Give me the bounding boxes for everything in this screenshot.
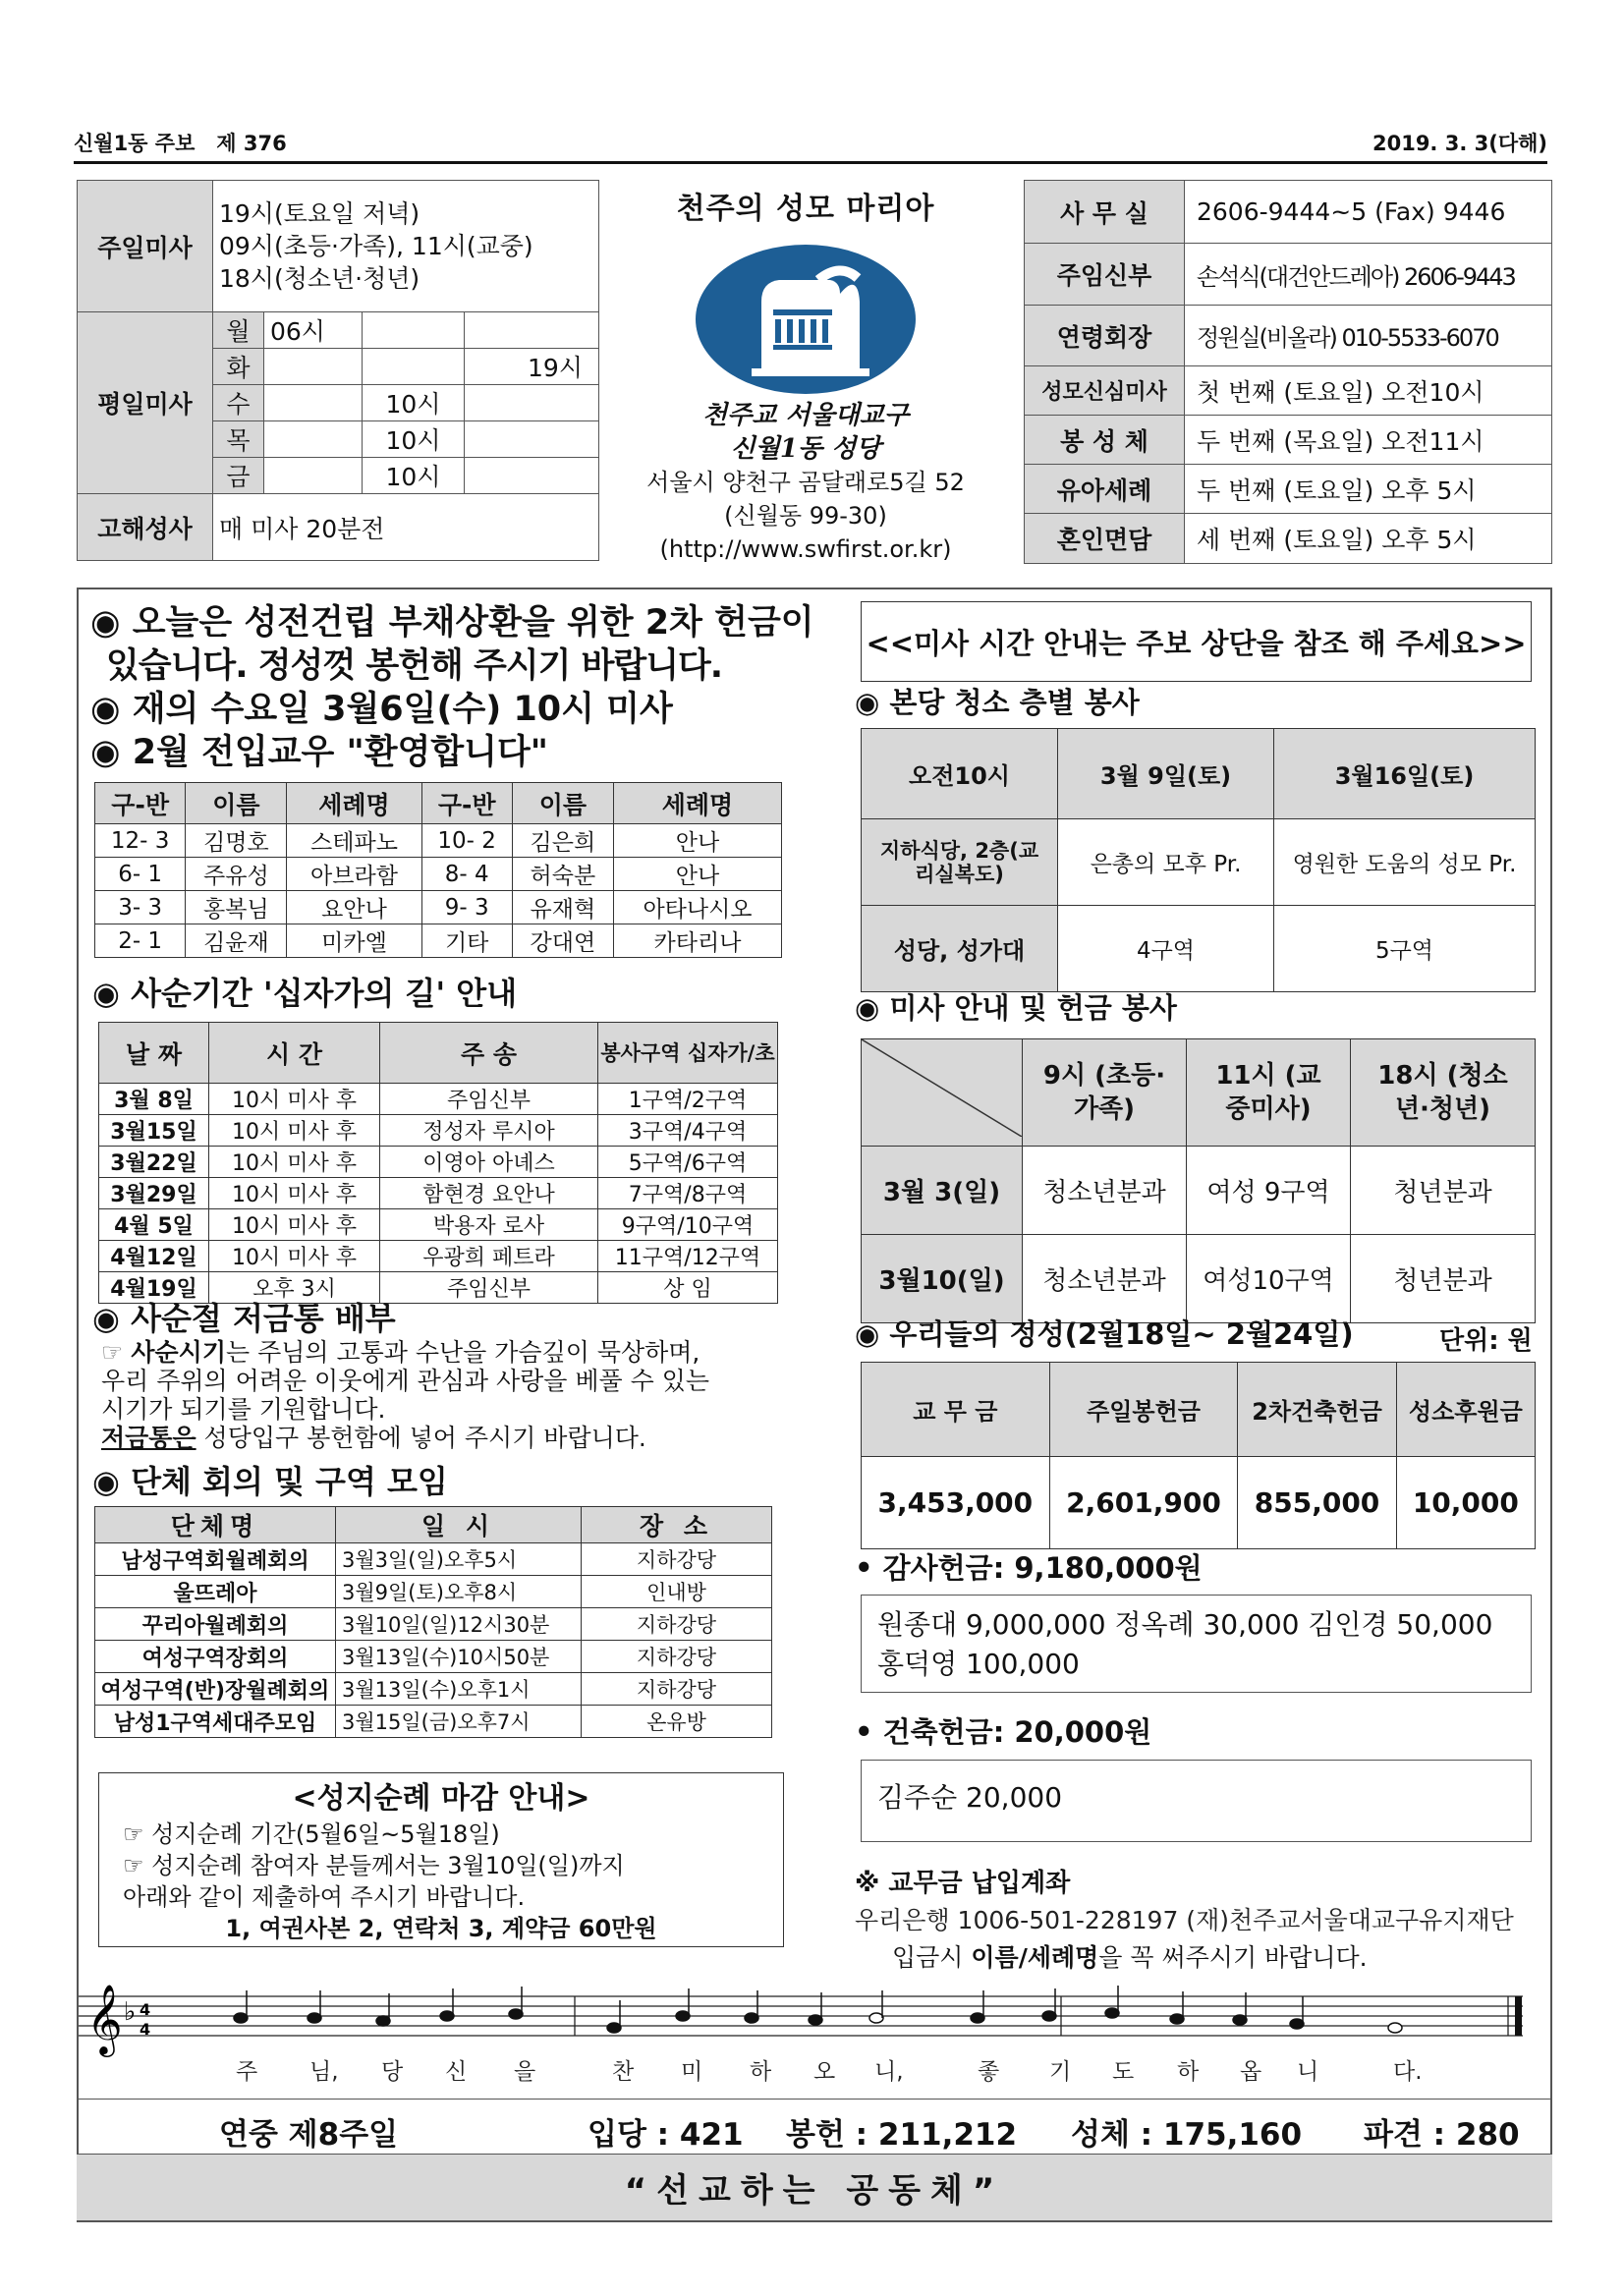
weekday-time: 19시 (465, 349, 599, 385)
confession-value: 매 미사 20분전 (213, 494, 599, 561)
lent-savings-text (101, 1338, 789, 1452)
office-label: 유아세례 (1025, 465, 1185, 514)
weekday-time (264, 385, 363, 421)
lyric-syllable: 찬 (612, 2059, 635, 2085)
cell: 홍복님 (186, 891, 287, 924)
cell: 10시 미사 후 (209, 1115, 380, 1147)
cell: 영원한 도움의 성모 Pr. (1274, 819, 1536, 906)
col-header: 구-반 (95, 783, 186, 824)
cell: 10시 미사 후 (209, 1147, 380, 1178)
offering-value: 3,453,000 (862, 1457, 1050, 1549)
lyric-syllable: 옵 (1240, 2059, 1262, 2085)
cell: 6- 1 (95, 858, 186, 891)
sunday-time-2: 09시(초등·가족), 11시(교중) (219, 232, 533, 260)
cell: 안나 (613, 824, 781, 858)
lyric-syllable: 당 (381, 2059, 404, 2085)
pointing-hand-icon: ☞ (101, 1338, 124, 1367)
table-row (99, 1209, 778, 1241)
cell: 기타 (421, 924, 512, 958)
cell: 여성10구역 (1187, 1235, 1351, 1323)
table-row (95, 1608, 772, 1641)
table-row (99, 1084, 778, 1115)
cell: 4월19일 (99, 1272, 209, 1304)
savings-bold: 저금통은 (101, 1424, 196, 1452)
cell: 10시 미사 후 (209, 1084, 380, 1115)
table-row (95, 1641, 772, 1673)
lyric-syllable: 하 (750, 2059, 772, 2085)
cell: 10- 2 (421, 824, 512, 858)
cell: 청년분과 (1351, 1235, 1536, 1323)
table-row (95, 858, 782, 891)
cell: 정성자 루시아 (380, 1115, 598, 1147)
lyric-syllable: 기 (1049, 2059, 1072, 2085)
note-head (1290, 2019, 1304, 2029)
account-number: 우리은행 1006-501-228197 (재)천주교서울대교구유지재단 (855, 1906, 1514, 1934)
note-head (234, 2013, 248, 2023)
cell: 3월9일(토)오후8시 (336, 1576, 582, 1608)
cell: 여성구역(반)장월례회의 (95, 1673, 336, 1706)
thanks-offering-box (861, 1595, 1532, 1693)
cell: 미카엘 (287, 924, 421, 958)
table-row (99, 1147, 778, 1178)
office-value: 세 번째 (토요일) 오후 5시 (1185, 514, 1552, 564)
lyric-syllable: 좋 (978, 2059, 1000, 2085)
note-head (1105, 2008, 1119, 2018)
weekday-day: 금 (213, 458, 264, 494)
col-header: 세례명 (613, 783, 781, 824)
cell: 아타나시오 (613, 891, 781, 924)
cell: 4월12일 (99, 1241, 209, 1272)
office-info-table (1024, 180, 1552, 564)
cell: 청년분과 (1351, 1147, 1536, 1235)
weekday-time (264, 458, 363, 494)
mass-service-title: ◉ 미사 안내 및 헌금 봉사 (855, 991, 1177, 1025)
confession-label: 고해성사 (78, 494, 213, 561)
col-header: 2차건축헌금 (1238, 1363, 1396, 1457)
col-header: 3월16일(토) (1274, 729, 1536, 819)
weekday-time: 10시 (363, 421, 465, 458)
weekday-time (264, 349, 363, 385)
cell: 요안나 (287, 891, 421, 924)
cell: 3월22일 (99, 1147, 209, 1178)
script-line-2: 신월1동 성당 (730, 434, 881, 464)
time-sig-top: 4 (140, 2000, 151, 2019)
note-head (869, 2013, 883, 2023)
cell: 9구역/10구역 (598, 1209, 778, 1241)
parish-logo (693, 243, 919, 395)
cell: 8- 4 (421, 858, 512, 891)
note-head (376, 2016, 390, 2026)
note-head (1233, 2015, 1247, 2025)
lyric-syllable: 오 (813, 2059, 836, 2085)
col-header: 교 무 금 (862, 1363, 1050, 1457)
table-row (862, 1457, 1536, 1549)
office-value: 첫 번째 (토요일) 오전10시 (1185, 366, 1552, 416)
cell: 5구역/6구역 (598, 1147, 778, 1178)
final-barline (1515, 1996, 1522, 2036)
bulletin-date: 2019. 3. 3(다해) (1372, 132, 1547, 155)
weekday-time (465, 312, 599, 349)
col-header: 주 송 (380, 1023, 598, 1084)
cell: 1구역/2구역 (598, 1084, 778, 1115)
cell: 강대연 (512, 924, 613, 958)
cell: 남성구역회월례회의 (95, 1543, 336, 1576)
cell: 9- 3 (421, 891, 512, 924)
savings-line: 우리 주위의 어려운 이웃에게 관심과 사랑을 베풀 수 있는 (101, 1367, 710, 1395)
church-logo-icon (693, 243, 919, 395)
sunday-mass-label: 주일미사 (78, 181, 213, 312)
office-value: 손석식(대건안드레아) 2606-9443 (1185, 244, 1552, 306)
weekday-time (465, 458, 599, 494)
lyric-syllable: 미 (681, 2059, 703, 2085)
pilgrimage-notice-box (98, 1772, 784, 1947)
cell: 4구역 (1058, 906, 1274, 992)
col-header: 11시 (교중미사) (1187, 1039, 1351, 1147)
cell: 우광희 페트라 (380, 1241, 598, 1272)
parish-title: 천주의 성모 마리아 (676, 192, 935, 226)
lyric-syllable: 주 (236, 2059, 258, 2085)
newcomers-table (94, 782, 782, 958)
cell: 이영아 아녜스 (380, 1147, 598, 1178)
weekday-day: 목 (213, 421, 264, 458)
mass-time-notice: <<미사 시간 안내는 주보 상단을 참조 해 주세요>> (861, 601, 1532, 682)
row-header: 3월 3(일) (862, 1147, 1023, 1235)
weekday-mass-label: 평일미사 (78, 312, 213, 494)
office-label: 연령회장 (1025, 306, 1185, 366)
cell: 안나 (613, 858, 781, 891)
sunday-time-3: 18시(청소년·청년) (219, 264, 420, 293)
cell: 주임신부 (380, 1084, 598, 1115)
weekday-time (465, 385, 599, 421)
way-of-cross-table (98, 1022, 778, 1304)
building-offering-box (861, 1760, 1532, 1842)
cell: 3월10일(일)12시30분 (336, 1608, 582, 1641)
table-row (862, 1147, 1536, 1235)
note-head (1170, 2014, 1184, 2024)
table-row (95, 1673, 772, 1706)
weekday-day: 화 (213, 349, 264, 385)
office-value: 정원실(비올라) 010-5533-6070 (1185, 306, 1552, 366)
cell: 지하강당 (582, 1543, 772, 1576)
col-header: 이름 (512, 783, 613, 824)
cell: 3월13일(수)10시50분 (336, 1641, 582, 1673)
lyric-syllable: 니, (874, 2059, 904, 2085)
row-header: 지하식당, 2층(교리실복도) (862, 819, 1058, 906)
col-header: 주일봉헌금 (1049, 1363, 1238, 1457)
cell: 아브라함 (287, 858, 421, 891)
stat-offering: 봉헌 : 211,212 (786, 2117, 1018, 2153)
office-label: 성모신심미사 (1025, 366, 1185, 416)
mass-service-table (861, 1038, 1536, 1323)
cell: 5구역 (1274, 906, 1536, 992)
address-line-1: 서울시 양천구 곰달래로5길 52 (646, 469, 965, 496)
table-row (862, 819, 1536, 906)
lyric-syllable: 도 (1112, 2059, 1135, 2085)
weekday-time: 10시 (363, 458, 465, 494)
savings-line: 시기가 되기를 기원합니다. (101, 1395, 386, 1424)
cell: 스테파노 (287, 824, 421, 858)
cell: 상 임 (598, 1272, 778, 1304)
script-line-1: 천주교 서울대교구 (702, 401, 909, 430)
note-head (607, 2023, 621, 2033)
cell: 3월15일 (99, 1115, 209, 1147)
col-header: 3월 9일(토) (1058, 729, 1274, 819)
cell: 11구역/12구역 (598, 1241, 778, 1272)
col-header: 날 짜 (99, 1023, 209, 1084)
cell: 울뜨레아 (95, 1576, 336, 1608)
office-label: 혼인면담 (1025, 514, 1185, 564)
parish-header (609, 180, 1002, 563)
note-head (809, 2015, 822, 2025)
cell: 청소년분과 (1023, 1235, 1187, 1323)
office-value: 두 번째 (토요일) 오후 5시 (1185, 465, 1552, 514)
cell: 3월15일(금)오후7시 (336, 1706, 582, 1738)
account-info (855, 1865, 1542, 1977)
cell: 여성구역장회의 (95, 1641, 336, 1673)
weekday-day: 월 (213, 312, 264, 349)
account-title: ※ 교무금 납입계좌 (855, 1869, 1071, 1898)
table-row (99, 1178, 778, 1209)
week-title: 연중 제8주일 (219, 2117, 399, 2153)
cell: 김윤재 (186, 924, 287, 958)
cell: 3월 8일 (99, 1084, 209, 1115)
col-header: 봉사구역 십자가/초 (598, 1023, 778, 1084)
lyric-syllable: 신 (445, 2059, 468, 2085)
address-line-2: (신월동 99-30) (724, 502, 887, 530)
thanks-line: 홍덕영 100,000 (877, 1648, 1080, 1680)
pilgrimage-line: 아래와 같이 제출하여 주시기 바랍니다. (123, 1883, 526, 1911)
mass-schedule-table (77, 180, 599, 561)
offering-unit: 단위: 원 (1439, 1326, 1533, 1356)
lyric-syllable: 님, (309, 2059, 339, 2085)
lyric-syllable: 하 (1177, 2059, 1200, 2085)
office-label: 주임신부 (1025, 244, 1185, 306)
cell: 박용자 로사 (380, 1209, 598, 1241)
offering-table (861, 1362, 1536, 1549)
col-header: 구-반 (421, 783, 512, 824)
office-value: 2606-9444~5 (Fax) 9446 (1185, 181, 1552, 244)
cell: 김은희 (512, 824, 613, 858)
table-row (95, 1543, 772, 1576)
cell: 12- 3 (95, 824, 186, 858)
weekday-time (363, 312, 465, 349)
col-header: 장 소 (582, 1507, 772, 1543)
cell: 주유성 (186, 858, 287, 891)
account-note-bold: 이름/세례명 (971, 1943, 1099, 1972)
cleaning-table (861, 728, 1536, 992)
savings-bold: 사순시기 (131, 1338, 226, 1367)
offering-value: 855,000 (1238, 1457, 1396, 1549)
weekday-day: 수 (213, 385, 264, 421)
office-label: 봉 성 체 (1025, 416, 1185, 465)
parish-motto: “선교하는 공동체” (77, 2154, 1552, 2220)
weekly-stats (77, 2099, 1552, 2154)
savings-line: 성당입구 봉헌함에 넣어 주시기 바랍니다. (196, 1424, 646, 1452)
flat-icon: ♭ (124, 1997, 137, 2027)
notice-ash-wednesday: ◉ 재의 수요일 3월6일(수) 10시 미사 (90, 690, 673, 729)
cell: 3- 3 (95, 891, 186, 924)
notice-newcomers: ◉ 2월 전입교우 "환영합니다" (90, 733, 549, 772)
weekday-time: 10시 (363, 385, 465, 421)
weekday-time (264, 421, 363, 458)
thanks-offering-title: • 감사헌금: 9,180,000원 (855, 1551, 1203, 1585)
cell: 카타리나 (613, 924, 781, 958)
col-header: 18시 (청소년·청년) (1351, 1039, 1536, 1147)
office-value: 두 번째 (목요일) 오전11시 (1185, 416, 1552, 465)
row-header: 3월10(일) (862, 1235, 1023, 1323)
col-header: 이름 (186, 783, 287, 824)
cell: 4월 5일 (99, 1209, 209, 1241)
office-label: 사 무 실 (1025, 181, 1185, 244)
cell: 2- 1 (95, 924, 186, 958)
savings-line: 는 주님의 고통과 수난을 가슴깊이 묵상하며, (225, 1338, 700, 1367)
offering-value: 10,000 (1396, 1457, 1535, 1549)
table-row (95, 891, 782, 924)
meetings-table (94, 1506, 772, 1738)
cell: 여성 9구역 (1187, 1147, 1351, 1235)
cell: 3월3일(일)오후5시 (336, 1543, 582, 1576)
parish-url[interactable]: (http://www.swfirst.or.kr) (659, 535, 952, 563)
cell: 유재혁 (512, 891, 613, 924)
pilgrimage-line: ☞ 성지순례 참여자 분들께서는 3월10일(일)까지 (123, 1852, 625, 1879)
lyric-syllable: 다. (1393, 2059, 1423, 2085)
col-header: 일 시 (336, 1507, 582, 1543)
weekday-time: 06시 (264, 312, 363, 349)
parish-script-logo (609, 399, 1002, 466)
offering-value: 2,601,900 (1049, 1457, 1238, 1549)
lent-savings-title: ◉ 사순절 저금통 배부 (92, 1300, 396, 1337)
note-head (676, 2011, 690, 2021)
time-sig-bottom: 4 (140, 2020, 151, 2039)
cell: 인내방 (582, 1576, 772, 1608)
note-head (509, 2009, 523, 2019)
cell: 7구역/8구역 (598, 1178, 778, 1209)
stat-dismissal: 파견 : 280 (1364, 2117, 1520, 2153)
table-row (862, 906, 1536, 992)
col-header: 성소후원금 (1396, 1363, 1535, 1457)
note-head (1042, 2011, 1056, 2021)
account-note: 을 꼭 써주시기 바랍니다. (1098, 1943, 1368, 1972)
table-row (99, 1241, 778, 1272)
pilgrimage-title: <성지순례 마감 안내> (292, 1781, 590, 1816)
col-header: 세례명 (287, 783, 421, 824)
note-head (440, 2011, 454, 2021)
cell: 남성1구역세대주모임 (95, 1706, 336, 1738)
bulletin-issue: 신월1동 주보 제 376 (74, 132, 287, 155)
stat-communion: 성체 : 175,160 (1071, 2117, 1303, 2153)
table-row (95, 824, 782, 858)
cleaning-title: ◉ 본당 청소 층별 봉사 (855, 686, 1140, 719)
meetings-title: ◉ 단체 회의 및 구역 모임 (92, 1463, 448, 1500)
account-note: 입금시 (892, 1943, 972, 1972)
cell: 10시 미사 후 (209, 1241, 380, 1272)
bulletin-header (74, 128, 1547, 164)
col-header: 9시 (초등·가족) (1023, 1039, 1187, 1147)
col-header: 단체명 (95, 1507, 336, 1543)
note-head (1388, 2023, 1402, 2033)
sunday-time-1: 19시(토요일 저녁) (219, 199, 420, 228)
treble-clef-icon: 𝄞 (86, 1983, 123, 2054)
note-head (745, 2013, 758, 2023)
cell: 3월29일 (99, 1178, 209, 1209)
diagonal-line-icon (862, 1039, 1022, 1137)
cell: 꾸리아월례회의 (95, 1608, 336, 1641)
table-row (95, 1706, 772, 1738)
sunday-mass-times (213, 181, 599, 312)
table-row (99, 1115, 778, 1147)
building-line: 김주순 20,000 (877, 1781, 1063, 1814)
table-row (95, 924, 782, 958)
row-header: 성당, 성가대 (862, 906, 1058, 992)
cell: 10시 미사 후 (209, 1209, 380, 1241)
stat-attendance: 입당 : 421 (588, 2117, 744, 2153)
cell: 함현경 요안나 (380, 1178, 598, 1209)
note-head (308, 2013, 321, 2023)
cell: 온유방 (582, 1706, 772, 1738)
way-of-cross-title: ◉ 사순기간 '십자가의 길' 안내 (92, 975, 518, 1012)
building-offering-title: • 건축헌금: 20,000원 (855, 1715, 1152, 1749)
cell: 오후 3시 (209, 1272, 380, 1304)
cell: 은총의 모후 Pr. (1058, 819, 1274, 906)
notice-second-collection-cont: 있습니다. 정성껏 봉헌해 주시기 바랍니다. (106, 646, 723, 686)
offering-title: ◉ 우리들의 정성(2월18일~ 2월24일) (855, 1317, 1354, 1351)
cell: 지하강당 (582, 1608, 772, 1641)
note-head (971, 2013, 984, 2023)
thanks-line: 원종대 9,000,000 정옥례 30,000 김인경 50,000 (877, 1608, 1493, 1641)
table-row (95, 1576, 772, 1608)
pilgrimage-requirements: 1, 여권사본 2, 연락처 3, 계약금 60만원 (225, 1915, 657, 1942)
cell: 김명호 (186, 824, 287, 858)
weekday-time (363, 349, 465, 385)
parish-address (609, 466, 1002, 566)
weekday-time (465, 421, 599, 458)
cell: 주임신부 (380, 1272, 598, 1304)
cell: 지하강당 (582, 1641, 772, 1673)
cell: 10시 미사 후 (209, 1178, 380, 1209)
notice-second-collection: ◉ 오늘은 성전건립 부채상환을 위한 2차 헌금이 (90, 603, 814, 643)
cell: 청소년분과 (1023, 1147, 1187, 1235)
cell: 지하강당 (582, 1673, 772, 1706)
cell: 3월13일(수)오후1시 (336, 1673, 582, 1706)
cell: 허숙분 (512, 858, 613, 891)
lyric-syllable: 니 (1297, 2059, 1319, 2085)
lyric-syllable: 을 (514, 2059, 536, 2085)
col-header: 시 간 (209, 1023, 380, 1084)
col-header: 오전10시 (862, 729, 1058, 819)
cell: 3구역/4구역 (598, 1115, 778, 1147)
table-row (862, 1235, 1536, 1323)
pilgrimage-line: ☞ 성지순례 기간(5월6일~5월18일) (123, 1820, 500, 1848)
diagonal-header-cell (862, 1039, 1023, 1147)
